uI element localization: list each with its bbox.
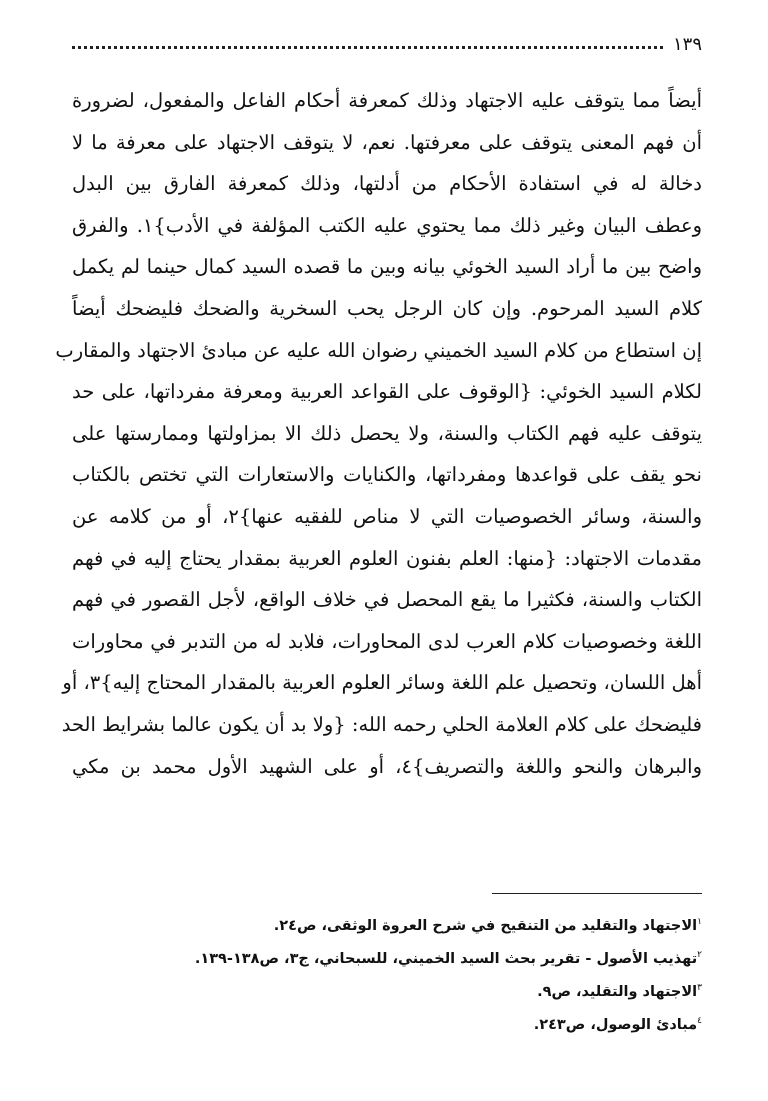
footnote-marker: ٤ [697,1016,702,1026]
text-line: فليضحك على كلام العلامة الحلي رحمه الله: {ولا بد أن يكون عالما بشرايط الحد [61,712,702,736]
footnote-marker: ١ [697,917,702,927]
text-line: واضح بين ما أراد السيد الخوئي بيانه وبين ما قصده السيد كمال حينما لم يكمل [72,255,702,279]
text-line: وعطف البيان وغير ذلك مما يحتوي عليه الكتب المؤلفة في الأدب}١. والفرق [72,213,703,237]
footnote [72,972,702,1005]
page-number: ١٣٩ [672,33,702,55]
text-line: كلام السيد المرحوم. وإن كان الرجل يحب السخرية والضحك فليضحك أيضاً [72,296,702,320]
footnote-text: الاجتهاد والتقليد، ص٩. [537,983,698,1000]
footnote-marker: ٢ [697,950,702,960]
text-line: والبرهان والنحو واللغة والتصريف}٤، أو على الشهيد الأول محمد بن مكي [72,754,702,778]
footnote [72,1005,702,1038]
footnote [72,906,702,939]
text-line: أهل اللسان، وتحصيل علم اللغة وسائر العلوم العربية بالمقدار المحتاج إليه}٣، أو [62,671,702,695]
text-line: مقدمات الاجتهاد: {منها: العلم بفنون العلوم العربية بمقدار يحتاج إليه في فهم [72,546,702,570]
text-line: لكلام السيد الخوئي: {الوقوف على القواعد العربية ومعرفة مفرداتها، على حد [72,380,702,404]
footnote [72,939,702,972]
footnote-text: مبادئ الوصول، ص٢٤٣. [533,1016,698,1033]
text-line: أن فهم المعنى يتوقف على معرفتها. نعم، لا يتوقف الاجتهاد على معرفة ما لا [72,130,702,154]
text-line: دخالة له في استفادة الأحكام من أدلتها، وذلك كمعرفة الفارق بين البدل [72,172,702,196]
text-line: نحو يقف على قواعدها ومفرداتها، والكنايات والاستعارات التي تختص بالكتاب [72,463,702,487]
footnote-text: تهذيب الأصول - تقرير بحث السيد الخميني، للسبحاني، ج٣، ص١٣٨-١٣٩. [194,950,698,967]
text-line: اللغة وخصوصيات كلام العرب لدى المحاورات، فلابد له من التدبر في محاورات [72,629,702,653]
text-line: يتوقف عليه فهم الكتاب والسنة، ولا يحصل ذلك الا بمزاولتها وممارستها على [72,421,702,445]
footnote-text: الاجتهاد والتقليد من التنقيح في شرح العروة الوثقى، ص٢٤. [273,917,698,934]
header-dotted-rule [72,46,663,49]
text-line: والسنة، وسائر الخصوصيات التي لا مناص للفقيه عنها}٢، أو من كلامه عن [72,504,702,528]
text-line: الكتاب والسنة، فكثيرا ما يقع المحصل في خلاف الواقع، لأجل القصور في فهم [72,588,702,612]
page-header [72,30,702,58]
footnote-separator [492,893,702,894]
footnote-marker: ٣ [697,983,702,993]
text-line: أيضاً مما يتوقف عليه الاجتهاد وذلك كمعرفة أحكام الفاعل والمفعول، لضرورة [72,89,702,112]
footnotes [72,893,702,1038]
text-line: إن استطاع من كلام السيد الخميني رضوان الله عليه عن مبادئ الاجتهاد والمقارب [55,338,702,362]
main-text [55,80,703,787]
